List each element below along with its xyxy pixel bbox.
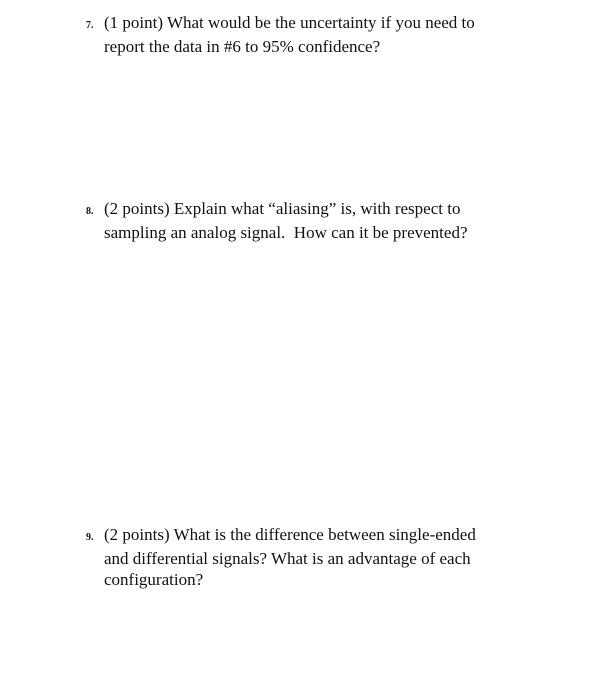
question-7-number: 7. <box>86 20 94 31</box>
question-8-text-line-2: sampling an analog signal. How can it be prevented? <box>104 223 468 242</box>
question-7-text-line-2: report the data in #6 to 95% confidence? <box>104 37 381 56</box>
question-8-line-1 <box>86 198 506 222</box>
question-8-number: 8. <box>86 206 94 217</box>
question-7 <box>86 12 506 57</box>
question-9-text-line-1: (2 points) What is the difference between single-ended <box>104 525 476 544</box>
question-9-number: 9. <box>86 532 94 543</box>
question-7-text-line-1: (1 point) What would be the uncertainty if you need to <box>104 13 475 32</box>
question-9-line-1 <box>86 524 506 548</box>
question-8-text-line-1: (2 points) Explain what “aliasing” is, with respect to <box>104 199 461 218</box>
question-9 <box>86 524 506 590</box>
question-9-text-line-3: configuration? <box>104 570 204 589</box>
question-9-text-line-2: and differential signals? What is an advantage of each <box>104 549 471 568</box>
question-7-line-1 <box>86 12 506 36</box>
question-8 <box>86 198 506 243</box>
